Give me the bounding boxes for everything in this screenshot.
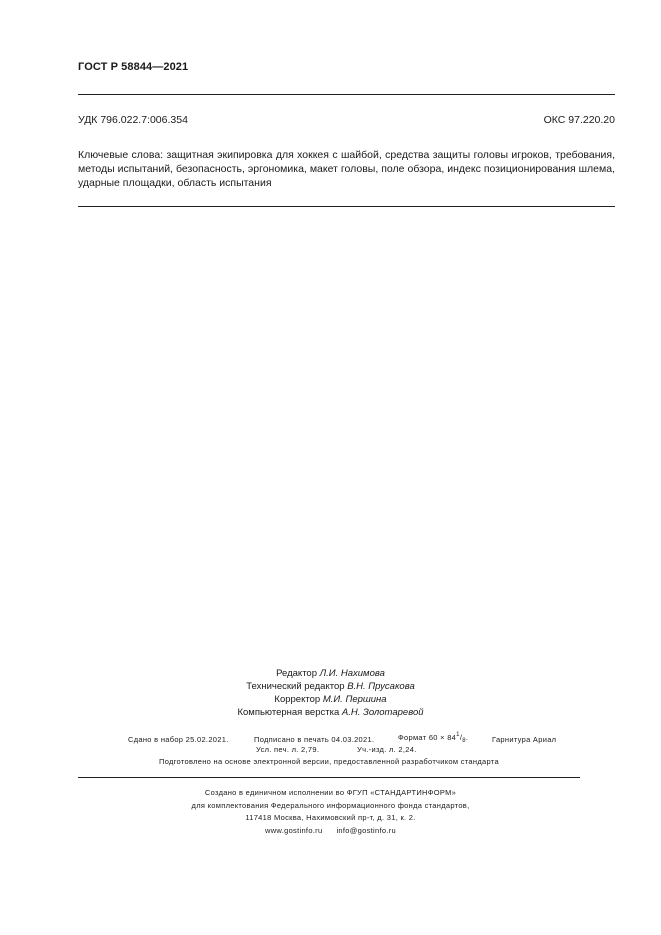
footer-contacts [0,825,661,838]
website-link[interactable]: www.gostinfo.ru [265,825,323,835]
paper-format: Формат $60 \times 84^1/_8$. [398,732,469,744]
udk-code: УДК 796.022.7:006.354 [78,114,188,126]
typeface: Гарнитура Ариал [492,735,557,744]
standard-designation: ГОСТ Р 58844—2021 [78,61,189,73]
format-denominator: 8 [462,738,466,744]
footer-line-2: для комплектования Федерального информационного фонда стандартов, [191,800,470,810]
publisher-footer [0,787,661,837]
tech-editor-name: В.Н. Прусакова [347,681,415,692]
oks-code: ОКС 97.220.20 [543,114,615,126]
editor-name: Л.И. Нахимова [319,668,385,679]
signed-date: Подписано в печать 04.03.2021. [254,735,375,744]
submitted-date: Сдано в набор 25.02.2021. [128,735,229,744]
layout-line [0,706,661,719]
editor-line [0,667,661,680]
tech-editor-line [0,680,661,693]
publisher-sheets: Уч.-изд. л. 2,24. [357,745,417,754]
keywords-divider [78,206,615,207]
editorial-staff [0,667,661,719]
editor-label: Редактор [276,668,318,679]
proofreader-line [0,693,661,706]
print-sheets: Усл. печ. л. 2,79. [256,745,320,754]
format-suffix: . [465,733,469,742]
header-divider [78,94,615,95]
footer-divider [78,777,580,778]
proofreader-name: М.И. Першина [322,694,387,705]
footer-line-3: 117418 Москва, Нахимовский пр-т, д. 31, к. 2. [245,813,416,822]
layout-label: Компьютерная верстка [237,707,340,718]
proofreader-label: Корректор [274,694,321,705]
tech-editor-label: Технический редактор [246,681,345,692]
format-prefix: Формат 60 × 84 [398,733,457,742]
format-numerator: 1 [456,732,460,738]
prepared-note: Подготовлено на основе электронной версии, предоставленной разработчиком стандарта [159,757,499,766]
footer-line-1: Создано в единичном исполнении во ФГУП «СТАНДАРТИНФОРМ» [204,788,457,797]
layout-name: А.Н. Золотаревой [341,707,424,718]
keywords-paragraph: Ключевые слова: защитная экипировка для хоккея с шайбой, средства защиты головы игроков, требования, методы испытаний, безопасность, эргономика, макет головы, поле обзора, индекс позиционирования шлема, ударные площадки, область испытания [78,149,615,189]
email-link[interactable]: info@gostinfo.ru [336,825,396,835]
